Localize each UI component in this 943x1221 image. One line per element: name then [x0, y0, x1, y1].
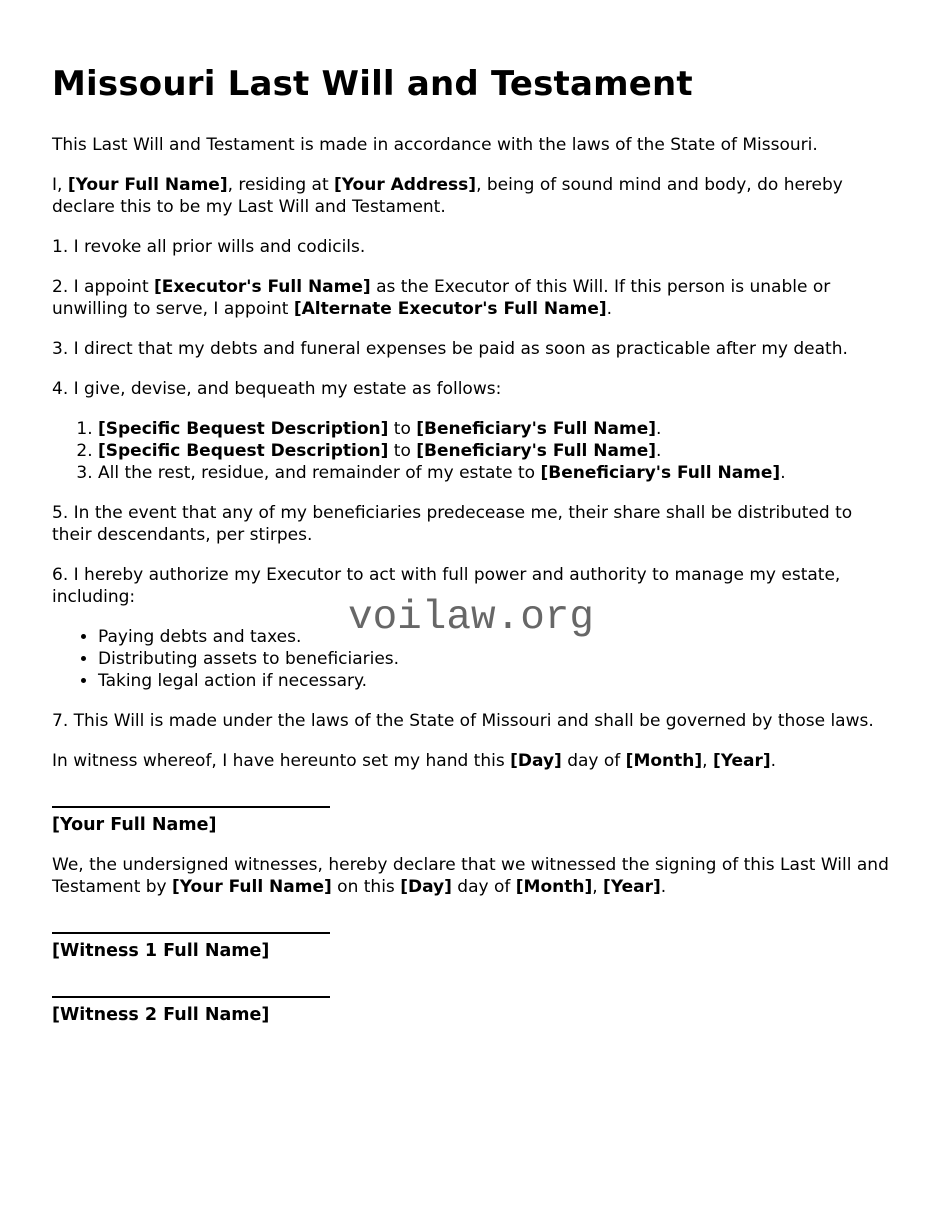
- text-run: .: [660, 877, 667, 897]
- text-run: , being of sound mind and body, do hereby declare this to be my Last Will and Testament.: [52, 175, 843, 217]
- placeholder-field: [Your Full Name]: [172, 877, 332, 897]
- text-run: .: [656, 441, 662, 461]
- paragraph: [52, 134, 890, 156]
- placeholder-field: [Specific Bequest Description]: [98, 419, 389, 439]
- bullet-list: [52, 626, 890, 692]
- placeholder-field: [Month]: [515, 877, 593, 897]
- placeholder-field: [Beneficiary's Full Name]: [540, 463, 781, 483]
- placeholder-field: [Year]: [712, 751, 771, 771]
- paragraph: [52, 338, 890, 360]
- paragraph: [52, 502, 890, 546]
- signature-label: [Witness 1 Full Name]: [52, 941, 270, 961]
- list-item: [98, 462, 890, 484]
- placeholder-field: [Alternate Executor's Full Name]: [293, 299, 607, 319]
- paragraph: [52, 564, 890, 608]
- text-run: Distributing assets to beneficiaries.: [98, 649, 400, 669]
- placeholder-field: [Your Full Name]: [67, 175, 228, 195]
- text-run: All the rest, residue, and remainder of my estate to: [98, 463, 541, 483]
- text-run: .: [770, 751, 777, 771]
- placeholder-field: [Executor's Full Name]: [154, 277, 371, 297]
- text-run: 2. I appoint: [52, 277, 155, 297]
- signature-label: [Your Full Name]: [52, 815, 217, 835]
- list-item: [98, 418, 890, 440]
- text-run: ,: [702, 751, 713, 771]
- paragraph: [52, 276, 890, 320]
- text-run: day of: [561, 751, 626, 771]
- text-run: 1. I revoke all prior wills and codicils.: [52, 237, 366, 257]
- text-run: 3. I direct that my debts and funeral expenses be paid as soon as practicable after my death.: [52, 339, 848, 359]
- text-run: 7. This Will is made under the laws of the State of Missouri and shall be governed by those laws.: [52, 711, 874, 731]
- placeholder-field: [Beneficiary's Full Name]: [416, 441, 656, 461]
- text-run: on this: [331, 877, 401, 897]
- placeholder-field: [Month]: [625, 751, 703, 771]
- placeholder-field: [Day]: [400, 877, 452, 897]
- watermark: voilaw.org: [347, 595, 595, 641]
- placeholder-field: [Year]: [603, 877, 661, 897]
- list-item: [98, 626, 890, 648]
- signature-label: [Witness 2 Full Name]: [52, 1005, 270, 1025]
- placeholder-field: [Beneficiary's Full Name]: [416, 419, 656, 439]
- signature-block: [52, 996, 890, 1026]
- text-run: to: [388, 419, 417, 439]
- list-item: [98, 670, 890, 692]
- text-run: as the Executor of this Will. If this person is unable or unwilling to serve, I appoint: [52, 277, 831, 319]
- text-run: .: [606, 299, 613, 319]
- signature-line: [52, 806, 330, 808]
- placeholder-field: [Day]: [510, 751, 562, 771]
- signature-line: [52, 996, 330, 998]
- text-run: Paying debts and taxes.: [98, 627, 302, 647]
- document-body: [52, 134, 890, 1026]
- text-run: 6. I hereby authorize my Executor to act with full power and authority to manage my estate, including:: [52, 565, 841, 607]
- ordered-list: [52, 418, 890, 484]
- paragraph: [52, 236, 890, 258]
- text-run: .: [780, 463, 786, 483]
- text-run: to: [388, 441, 417, 461]
- text-run: 5. In the event that any of my beneficiaries predecease me, their share shall be distributed to their descendants, per stirpes.: [52, 503, 853, 545]
- text-run: , residing at: [227, 175, 335, 195]
- text-run: I,: [52, 175, 68, 195]
- paragraph: [52, 710, 890, 732]
- page-title: Missouri Last Will and Testament: [52, 64, 693, 104]
- signature-block: [52, 806, 890, 836]
- text-run: We, the undersigned witnesses, hereby declare that we witnessed the signing of this Last Will and Testament by: [52, 855, 889, 897]
- text-run: In witness whereof, I have hereunto set my hand this: [52, 751, 511, 771]
- text-run: This Last Will and Testament is made in accordance with the laws of the State of Missouri.: [52, 135, 818, 155]
- signature-block: [52, 932, 890, 962]
- text-run: ,: [592, 877, 604, 897]
- paragraph: [52, 174, 890, 218]
- text-run: .: [656, 419, 662, 439]
- paragraph: [52, 750, 890, 772]
- list-item: [98, 440, 890, 462]
- signature-line: [52, 932, 330, 934]
- placeholder-field: [Specific Bequest Description]: [98, 441, 389, 461]
- paragraph: [52, 854, 890, 898]
- text-run: 4. I give, devise, and bequeath my estate as follows:: [52, 379, 502, 399]
- paragraph: [52, 378, 890, 400]
- text-run: Taking legal action if necessary.: [98, 671, 368, 691]
- text-run: day of: [451, 877, 516, 897]
- list-item: [98, 648, 890, 670]
- placeholder-field: [Your Address]: [334, 175, 477, 195]
